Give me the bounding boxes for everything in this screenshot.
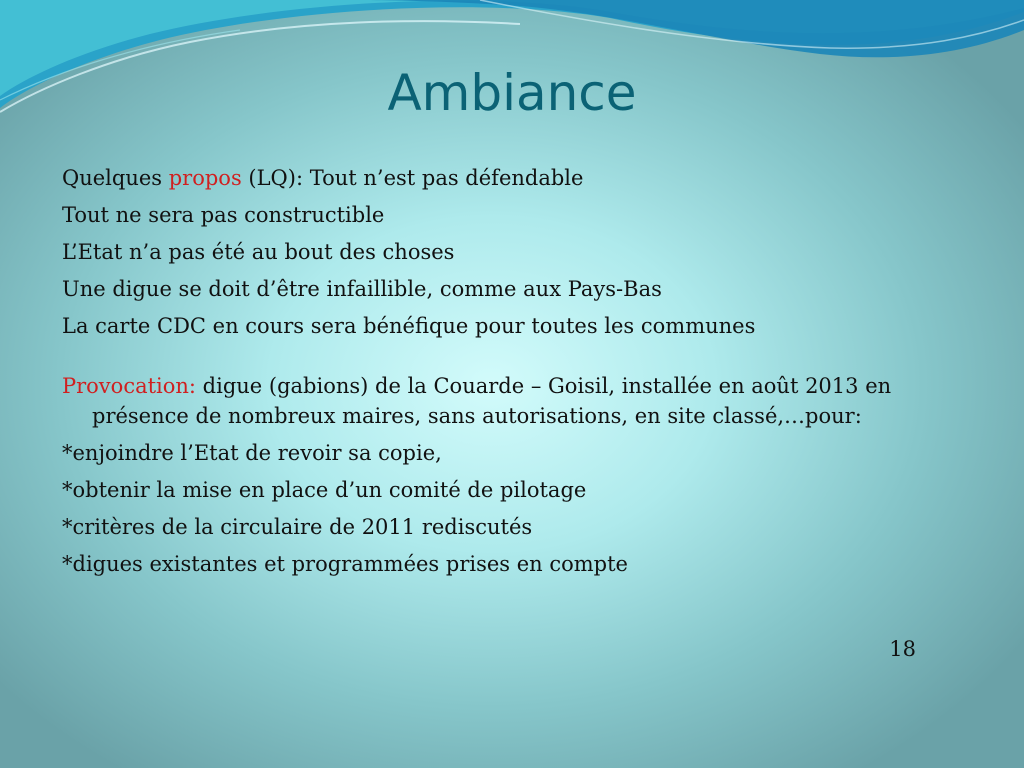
- body-line-7: *enjoindre l’Etat de revoir sa copie,: [62, 441, 442, 465]
- slide-title: Ambiance: [387, 64, 637, 122]
- body-line-1: [62, 163, 942, 193]
- line-1-highlight: propos: [168, 166, 242, 190]
- line-6-highlight: Provocation:: [62, 374, 196, 398]
- body-line-4: Une digue se doit d’être infaillible, comme aux Pays-Bas: [62, 277, 662, 301]
- wave-band-dark: [360, 0, 1024, 57]
- body-line-5: La carte CDC en cours sera bénéfique pour toutes les communes: [62, 314, 756, 338]
- body-line-3: L’Etat n’a pas été au bout des choses: [62, 240, 455, 264]
- line-6-suffix: digue (gabions) de la Couarde – Goisil, installée en août 2013 en présence de nombreux maires, sans autorisations, en site classé,…pour:: [92, 374, 892, 428]
- body-line-9: *critères de la circulaire de 2011 rediscutés: [62, 515, 533, 539]
- body-line-6: [62, 371, 942, 431]
- body-line-8: *obtenir la mise en place d’un comité de pilotage: [62, 478, 587, 502]
- slide-body: [62, 163, 942, 586]
- body-line-10: *digues existantes et programmées prises en compte: [62, 552, 628, 576]
- body-line-2: Tout ne sera pas constructible: [62, 203, 385, 227]
- page-number: 18: [889, 637, 916, 661]
- line-1-suffix: (LQ): Tout n’est pas défendable: [241, 166, 584, 190]
- line-1-prefix: Quelques: [62, 166, 169, 190]
